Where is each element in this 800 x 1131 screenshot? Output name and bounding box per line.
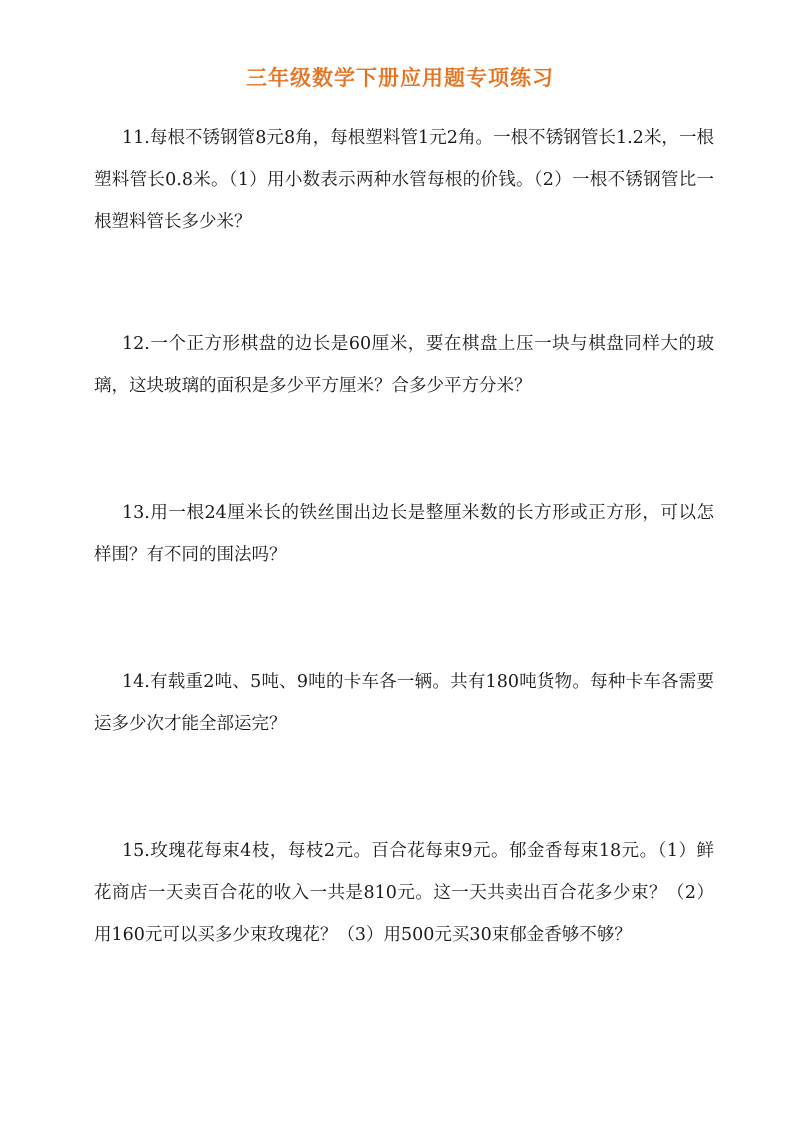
page-title: 三年级数学下册应用题专项练习	[246, 66, 554, 90]
problem-12: 12.一个正方形棋盘的边长是60厘米，要在棋盘上压一块与棋盘同样大的玻璃，这块玻璃的面积是多少平方厘米？合多少平方分米？	[94, 334, 714, 396]
problem-13: 13.用一根24厘米长的铁丝围出边长是整厘米数的长方形或正方形，可以怎样围？有不同的围法吗？	[94, 503, 714, 565]
problem-14: 14.有载重2吨、5吨、9吨的卡车各一辆。共有180吨货物。每种卡车各需要运多少次才能全部运完？	[94, 672, 714, 734]
problem-11: 11.每根不锈钢管8元8角，每根塑料管1元2角。一根不锈钢管长1.2米，一根塑料管长0.8米。（1）用小数表示两种水管每根的价钱。（2）一根不锈钢管比一根塑料管长多少米？	[94, 128, 714, 232]
problem-15: 15.玫瑰花每束4枝，每枝2元。百合花每束9元。郁金香每束18元。（1）鲜花商店一天卖百合花的收入一共是810元。这一天共卖出百合花多少束？（2）用160元可以买多少束玫瑰花？（3）用500元买30束郁金香够不够？	[94, 841, 714, 945]
